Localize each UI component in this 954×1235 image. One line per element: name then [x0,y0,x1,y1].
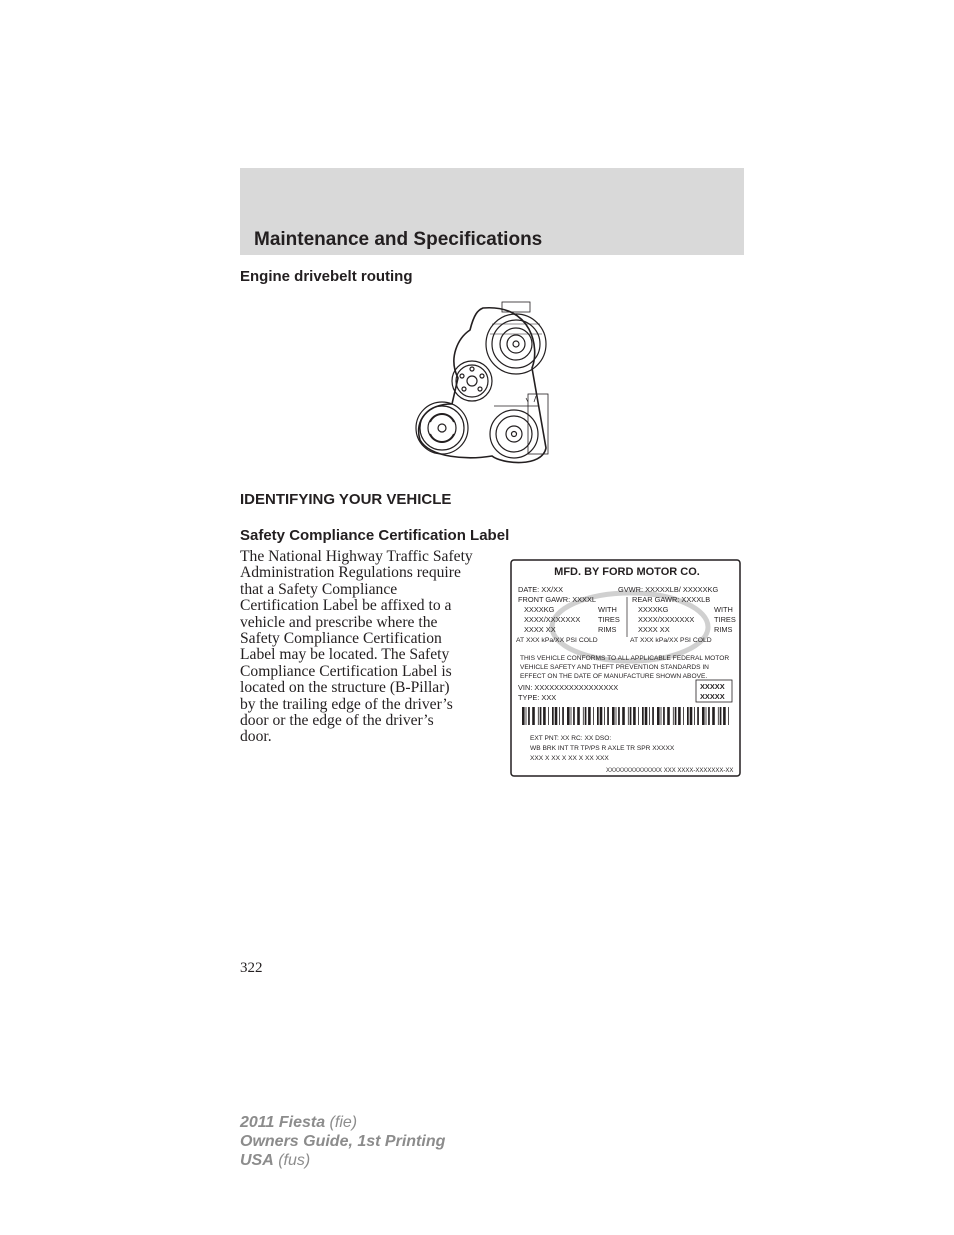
sticker-title: MFD. BY FORD MOTOR CO. [554,566,700,578]
barcode-bar [630,707,632,725]
certification-label-paragraph [240,549,495,746]
sticker-type: TYPE: XXX [518,693,557,702]
barcode-bar [588,707,591,725]
barcode-bar [616,707,617,725]
paragraph-line: Administration Regulations require [240,564,461,582]
sticker-right-tires-value: XXXX/XXXXXXX [638,615,695,624]
barcode-bar [573,707,575,725]
barcode-bar [552,707,554,725]
barcode-bar [673,707,674,725]
barcode-bar [649,707,650,725]
sticker-vin: VIN: XXXXXXXXXXXXXXXXX [518,683,619,692]
sticker-right-rims-value: XXXX XX [638,625,670,634]
barcode-bar [612,707,615,725]
barcode-bar [543,707,546,725]
sticker-conformance-line: EFFECT ON THE DATE OF MANUFACTURE SHOWN ABOVE. [520,673,708,680]
sticker-gvwr: GVWR: XXXXXLB/ XXXXXKG [618,585,719,594]
sticker-date: DATE: XX/XX [518,585,564,594]
barcode-bar [628,707,629,725]
sticker-right-with: WITH [714,605,733,614]
drivebelt-routing-diagram [410,298,560,468]
barcode-bar [683,707,684,725]
barcode-bar [585,707,587,725]
barcode-bar [522,707,525,725]
barcode-bar [706,707,707,725]
barcode-bar [642,707,644,725]
paragraph-line: Safety Compliance Certification [240,630,442,648]
barcode-bar [652,707,654,725]
barcode-bar [526,707,527,725]
sticker-right-kg: XXXXKG [638,605,669,614]
barcode-bar [657,707,660,725]
sticker-front-gawr: FRONT GAWR: XXXXL [518,595,597,604]
sticker-left-tires-value: XXXX/XXXXXXX [524,615,581,624]
barcode-bar [593,707,594,725]
section-header-band [240,168,744,255]
paragraph-line: door or the edge of the driver’s [240,712,434,730]
sticker-left-kg: XXXXKG [524,605,555,614]
section-title: Maintenance and Specifications [254,229,543,250]
barcode-bar [548,707,549,725]
barcode-bar [622,707,625,725]
sticker-box-code: XXXXX [700,682,725,691]
barcode-bar [571,707,572,725]
sticker-right-tires: TIRES [714,615,736,624]
barcode-bar [559,707,560,725]
paragraph-line: Label may be located. The Safety [240,646,450,664]
certification-label-heading: Safety Compliance Certification Label [240,527,510,544]
sticker-codes-values: XXX X XX X XX X XX XXX [530,755,609,762]
barcode-bar [663,707,665,725]
sticker-conformance-line: THIS VEHICLE CONFORMS TO ALL APPLICABLE FEDERAL MOTOR [520,655,730,662]
barcode-bar [667,707,670,725]
barcode-bar [638,707,639,725]
identifying-vehicle-heading: IDENTIFYING YOUR VEHICLE [240,491,452,508]
sticker-rear-gawr: REAR GAWR: XXXXLB [632,595,711,604]
barcode-bar [597,707,599,725]
barcode-bar [583,707,584,725]
paragraph-line: located on the structure (B-Pillar) [240,679,450,697]
footer-market-code: (fus) [273,1152,311,1169]
barcode-bar [687,707,689,725]
barcode-bar [528,707,530,725]
sticker-left-tires: TIRES [598,615,620,624]
paragraph-line: vehicle and prescribe where the [240,613,438,631]
page-number: 322 [240,960,263,976]
paragraph-line: Certification Label be affixed to a [240,597,452,615]
barcode-bar [708,707,710,725]
barcode-bar [618,707,620,725]
sticker-ext-paint: EXT PNT: XX RC: XX DSO: [530,735,612,742]
barcode-bar [600,707,603,725]
barcode-bar [723,707,726,725]
barcode-bar [562,707,564,725]
footer-model-code: (fie) [325,1114,358,1131]
barcode-bar [540,707,542,725]
sticker-right-rims: RIMS [714,625,733,634]
sticker-box-code: XXXXX [700,692,725,701]
barcode-bar [718,707,719,725]
footer-model: 2011 Fiesta [240,1114,326,1131]
paragraph-line: that a Safety Compliance [240,580,398,598]
paragraph-line: Compliance Certification Label is [240,662,452,680]
drivebelt-heading: Engine drivebelt routing [240,268,413,285]
barcode-bar [555,707,558,725]
sticker-bottom-codes: XXXXXXXXXXXXXX XXX XXXX-XXXXXXX-XX [606,768,734,774]
barcode-bar [712,707,715,725]
paragraph-line: The National Highway Traffic Safety [240,548,473,565]
barcode-bar [607,707,609,725]
paragraph-line: by the trailing edge of the driver’s [240,695,453,713]
barcode-bar [697,707,699,725]
certification-label-illustration [510,559,742,779]
barcode-bar [694,707,695,725]
footer-market: USA [240,1152,274,1169]
barcode-bar [702,707,705,725]
barcode-bar [633,707,636,725]
barcode-bar [720,707,722,725]
sticker-codes-header: WB BRK INT TR TP/PS R AXLE TR SPR XXXXX [530,745,675,752]
barcode-bar [661,707,662,725]
sticker-conformance-line: VEHICLE SAFETY AND THEFT PREVENTION STANDARDS IN [520,664,709,671]
barcode-bar [645,707,648,725]
sticker-left-with: WITH [598,605,617,614]
barcode-bar [577,707,580,725]
sticker-left-rims: RIMS [598,625,617,634]
sticker-left-pressure: AT XXX kPa/XX PSI COLD [516,637,598,644]
footer-guide: Owners Guide, 1st Printing [240,1133,446,1150]
barcode-bar [675,707,677,725]
sticker-right-pressure: AT XXX kPa/XX PSI COLD [630,637,712,644]
barcode-bar [690,707,693,725]
paragraph-line: door. [240,728,272,746]
barcode-bar [728,707,729,725]
barcode-bar [678,707,681,725]
document-footer [240,1113,445,1170]
barcode-bar [604,707,605,725]
barcode-bar [567,707,570,725]
sticker-left-rims-value: XXXX XX [524,625,556,634]
barcode-bar [538,707,539,725]
barcode-bar [532,707,535,725]
